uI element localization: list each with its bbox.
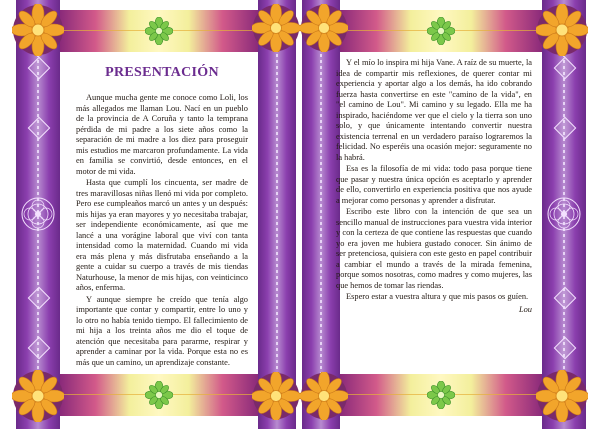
- green-flower-icon: [427, 17, 455, 45]
- diamond-ornament: [554, 57, 577, 80]
- diamond-ornament: [554, 287, 577, 310]
- paragraph: Y aunque siempre he creído que tenía algo importante que contar y compartir, entre lo uno y lo otro no había tenido tiempo. El fallecimiento de mi hija a los treinta años me dio el toque de atención que necesitaba para pararme, respirar y aprender a caminar por la vida. Porque esta no es más que un camino, un aprendizaje constante.: [76, 294, 248, 367]
- diamond-ornament: [28, 57, 51, 80]
- orange-flower-icon: [300, 4, 348, 52]
- signature: Lou: [518, 304, 532, 314]
- orange-flower-icon: [252, 372, 300, 420]
- orange-flower-icon: [536, 370, 588, 422]
- paragraph: Y el mío lo inspira mi hija Vane. A raíz de su muerte, la idea de compartir mis reflexiones, de querer contar mi experiencia y aportar algo a los demás, ha ido cobrando fuerza hasta convertirse en este "camino de la vida", en "el camino de Lou". Mi camino y su legado. Ella me ha inspirado, haciéndome ver que el cielo y la tierra son uno solo, y que únicamente intentando convertir nuestra existencia terrenal en un verdadero paraíso lograremos la felicidad. No esperéis una ocasión mejor: seguramente no la habrá.: [336, 58, 532, 162]
- right-page: [336, 58, 532, 368]
- gutter-left-band: [258, 0, 296, 429]
- green-flower-icon: [145, 381, 173, 409]
- orange-flower-icon: [252, 4, 300, 52]
- diamond-ornament: [28, 337, 51, 360]
- orange-flower-icon: [12, 4, 64, 56]
- paragraph: Hasta que cumplí los cincuenta, ser madre de tres maravillosas niñas llenó mi vida por completo. Pero ese cumpleaños marcó un antes y un después: mis hijas ya eran mayores y yo necesitaba trabajar, ser independiente económicamente, así que me lancé a una vorágine laboral que viví con tanta intensidad como la maternidad. Cuando mi vida era más plena y más disfrutaba enseñando a la gente a cuidar su cuerpo a través de mis tiendas Naturhouse, la menor de mis hijas, con veinticinco años, enferma.: [76, 178, 248, 292]
- header-band-left: [60, 10, 258, 52]
- orange-flower-icon: [300, 372, 348, 420]
- footer-band-right: [340, 374, 542, 416]
- left-border-band: [16, 0, 60, 429]
- green-flower-icon: [427, 381, 455, 409]
- gutter-right-band: [302, 0, 340, 429]
- page-title: PRESENTACIÓN: [105, 65, 219, 80]
- paragraph: Espero estar a vuestra altura y que mis pasos os guíen.: [346, 292, 529, 301]
- green-flower-icon: [145, 17, 173, 45]
- header-band-right: [340, 10, 542, 52]
- paragraph: Esa es la filosofía de mi vida: todo pasa porque tiene que pasar y nuestra única opción es aceptarlo y aprender de ello, convertirlo en experiencia positiva que nos ayude a mejorar como personas y aprender a disfrutar.: [336, 164, 532, 205]
- right-border-band: [542, 0, 586, 429]
- diamond-ornament: [554, 337, 577, 360]
- diamond-ornament: [554, 117, 577, 140]
- footer-band-left: [60, 374, 258, 416]
- rosette-icon: [20, 196, 56, 232]
- rosette-icon: [546, 196, 582, 232]
- diamond-ornament: [28, 117, 51, 140]
- left-page: [76, 58, 248, 368]
- orange-flower-icon: [12, 370, 64, 422]
- paragraph: Aunque mucha gente me conoce como Loli, los más allegados me llaman Lou. Nací en un pueblo de la provincia de A Coruña y tanto la temprana pérdida de mi padre a los siete años como la separación de mi madre a los diez para proseguir mis estudios me marcaron profundamente. La vida en familia se convirtió, desde entonces, en el motor de mi vida.: [76, 93, 248, 176]
- orange-flower-icon: [536, 4, 588, 56]
- diamond-ornament: [28, 287, 51, 310]
- paragraph: Escribo este libro con la intención de que sea un sencillo manual de instrucciones para vuestra vida interior y con la certeza de que contiene las respuestas que cuando yo era joven me hubiera gustado conocer. Sin ánimo de ser pretenciosa, quisiera con este gesto en papel contribuir a cambiar el mundo a través de la mirada femenina, porque somos nosotras, como madres y como mujeres, las que hemos de tomar las riendas.: [336, 207, 532, 290]
